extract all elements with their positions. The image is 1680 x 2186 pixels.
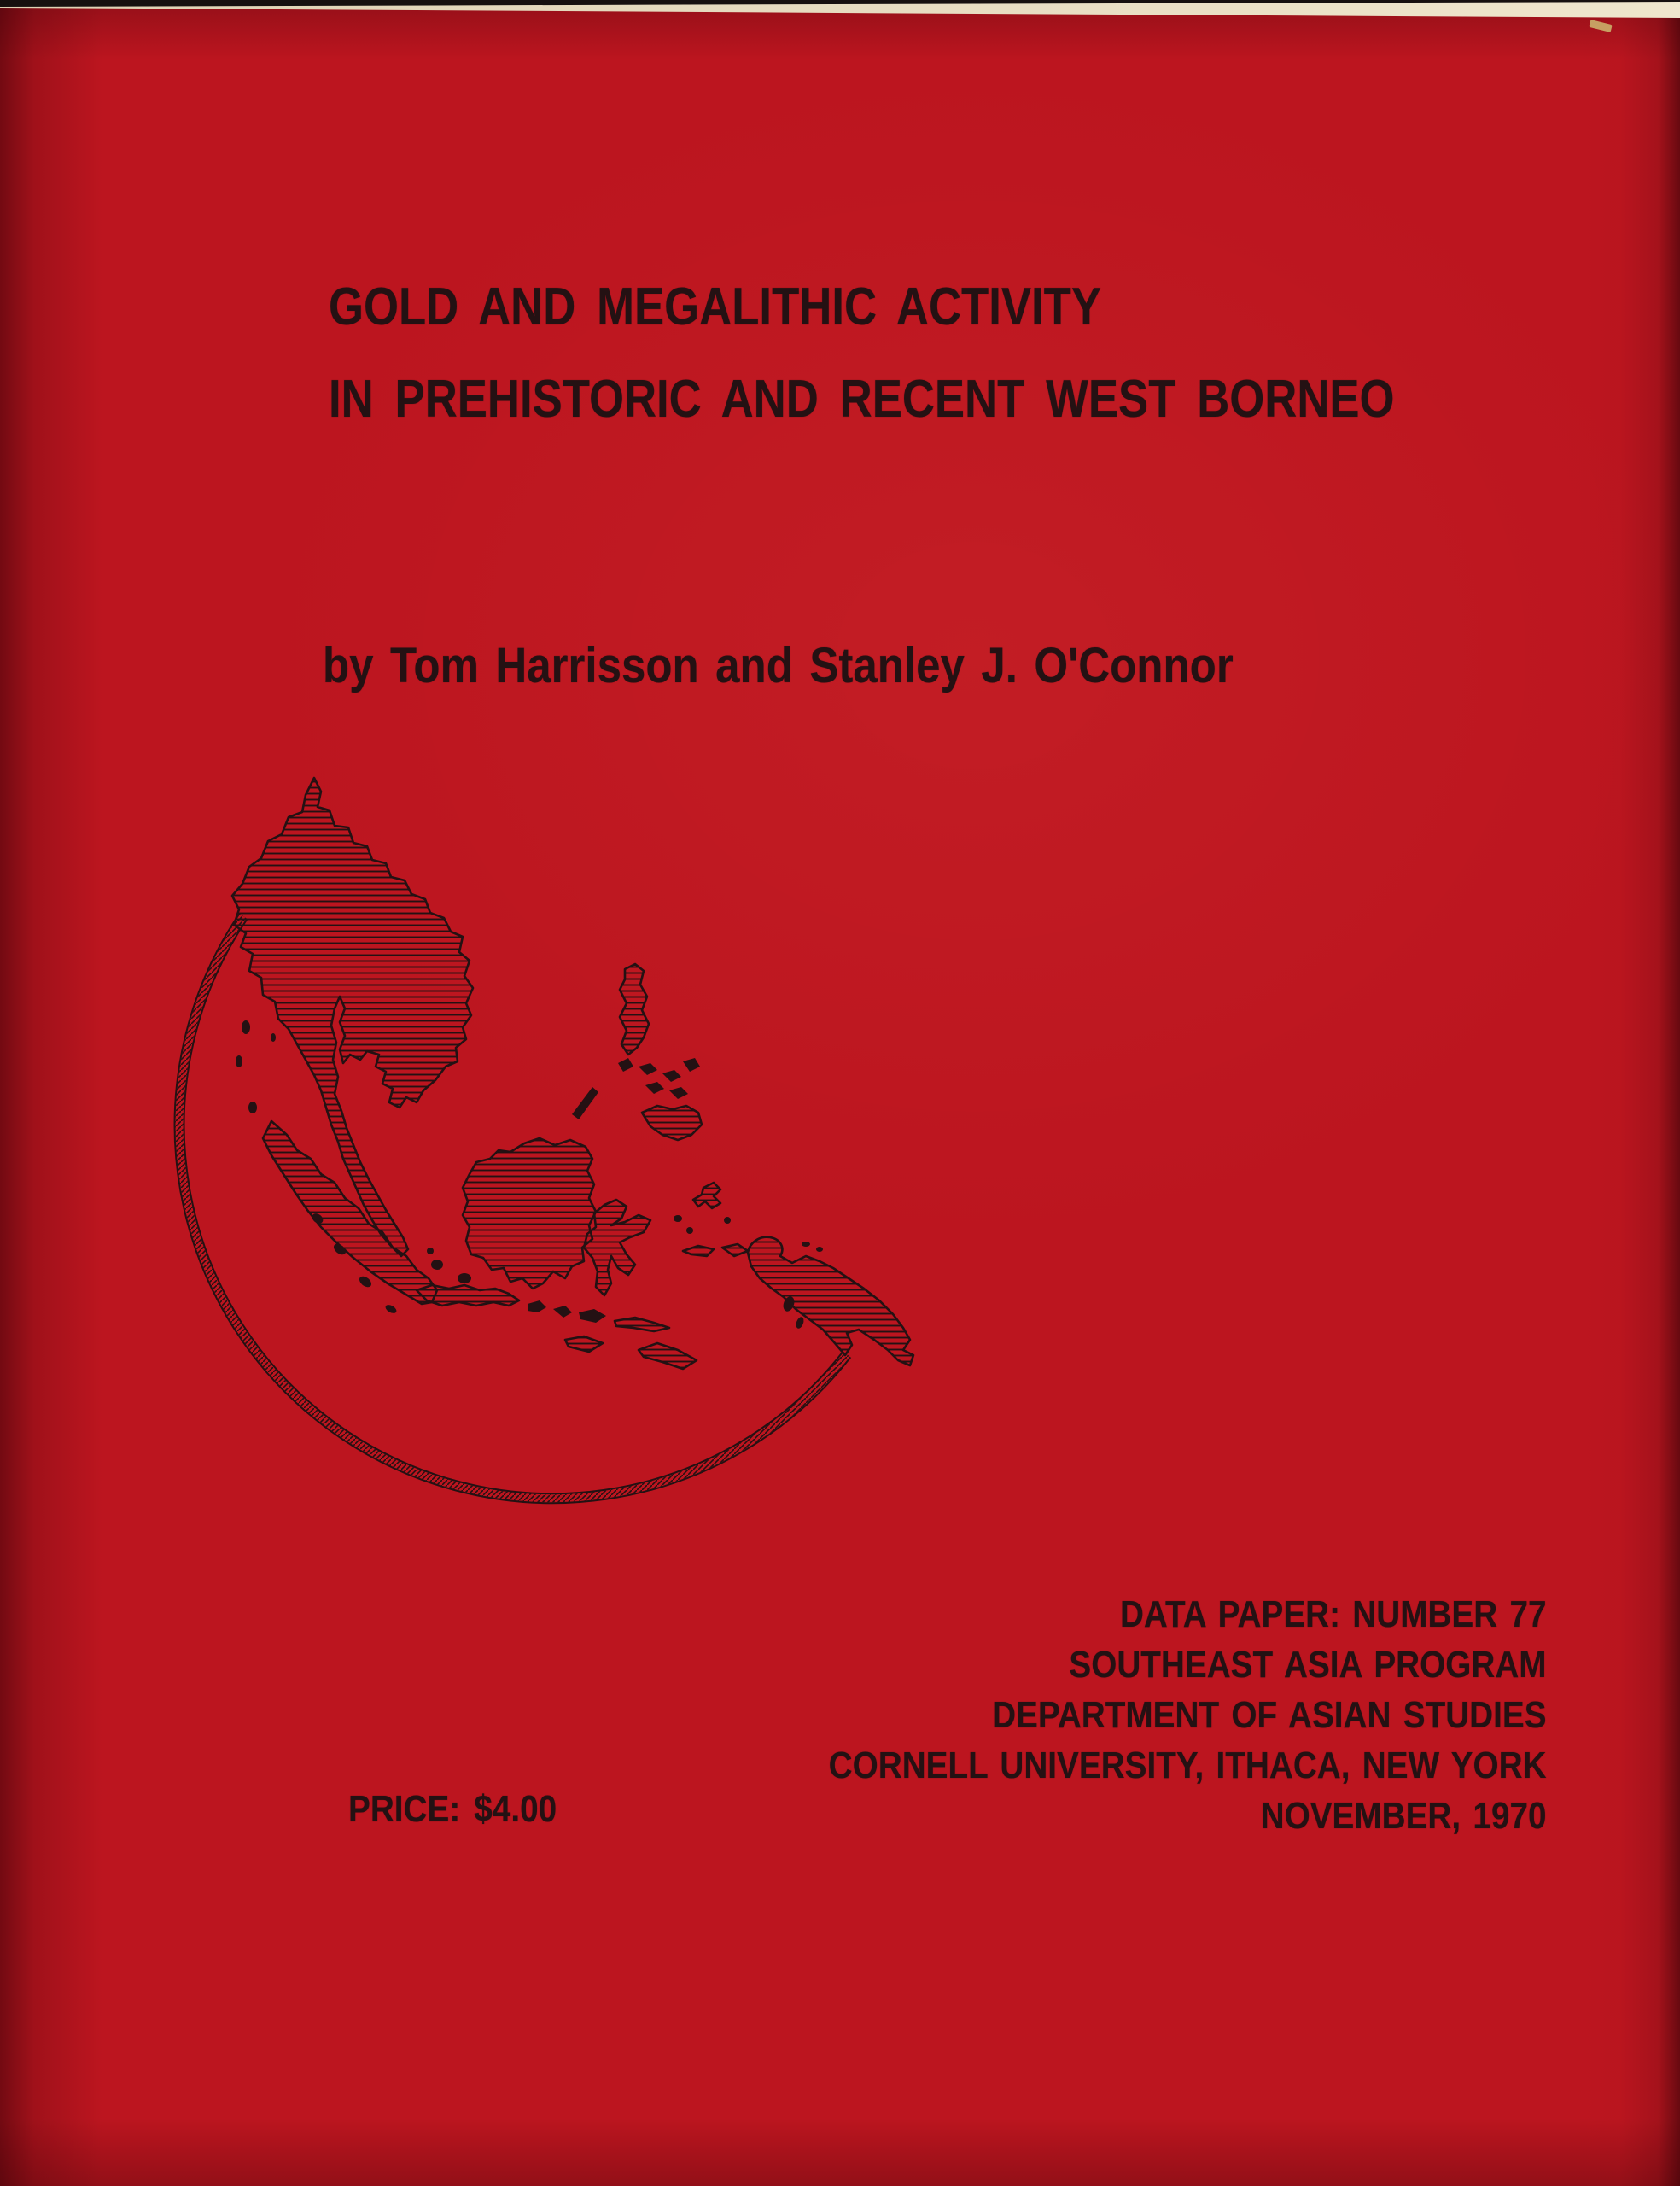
publisher-line-department: DEPARTMENT OF ASIAN STUDIES <box>992 1694 1547 1736</box>
southeast-asia-map <box>171 773 939 1541</box>
title-line-1: GOLD AND MEGALITHIC ACTIVITY <box>329 278 1101 336</box>
map-seram <box>722 1244 748 1256</box>
publisher-line-program: SOUTHEAST ASIA PROGRAM <box>1069 1644 1547 1686</box>
publisher-line-date: NOVEMBER, 1970 <box>1261 1795 1547 1837</box>
map-java <box>417 1285 519 1306</box>
map-buru <box>683 1246 714 1256</box>
map-sulawesi <box>584 1200 650 1295</box>
tape-speck <box>1589 20 1612 32</box>
map-flores <box>615 1318 669 1331</box>
publisher-line-data-paper: DATA PAPER: NUMBER 77 <box>1120 1593 1547 1635</box>
byline: by Tom Harrisson and Stanley J. O'Connor <box>323 638 1234 693</box>
map-luzon <box>620 964 649 1055</box>
publisher-block <box>829 1589 1547 1841</box>
map-sumba <box>565 1336 603 1352</box>
map-new-guinea <box>748 1237 913 1365</box>
publisher-line-university: CORNELL UNIVERSITY, ITHACA, NEW YORK <box>829 1745 1547 1786</box>
map-borneo <box>463 1138 596 1289</box>
title-line-2: IN PREHISTORIC AND RECENT WEST BORNEO <box>329 370 1395 429</box>
map-mainland-southeast-asia <box>232 778 473 1256</box>
map-halmahera <box>693 1183 720 1208</box>
map-timor <box>639 1343 697 1369</box>
price-label: PRICE: $4.00 <box>348 1788 557 1830</box>
map-mindanao <box>642 1106 702 1140</box>
